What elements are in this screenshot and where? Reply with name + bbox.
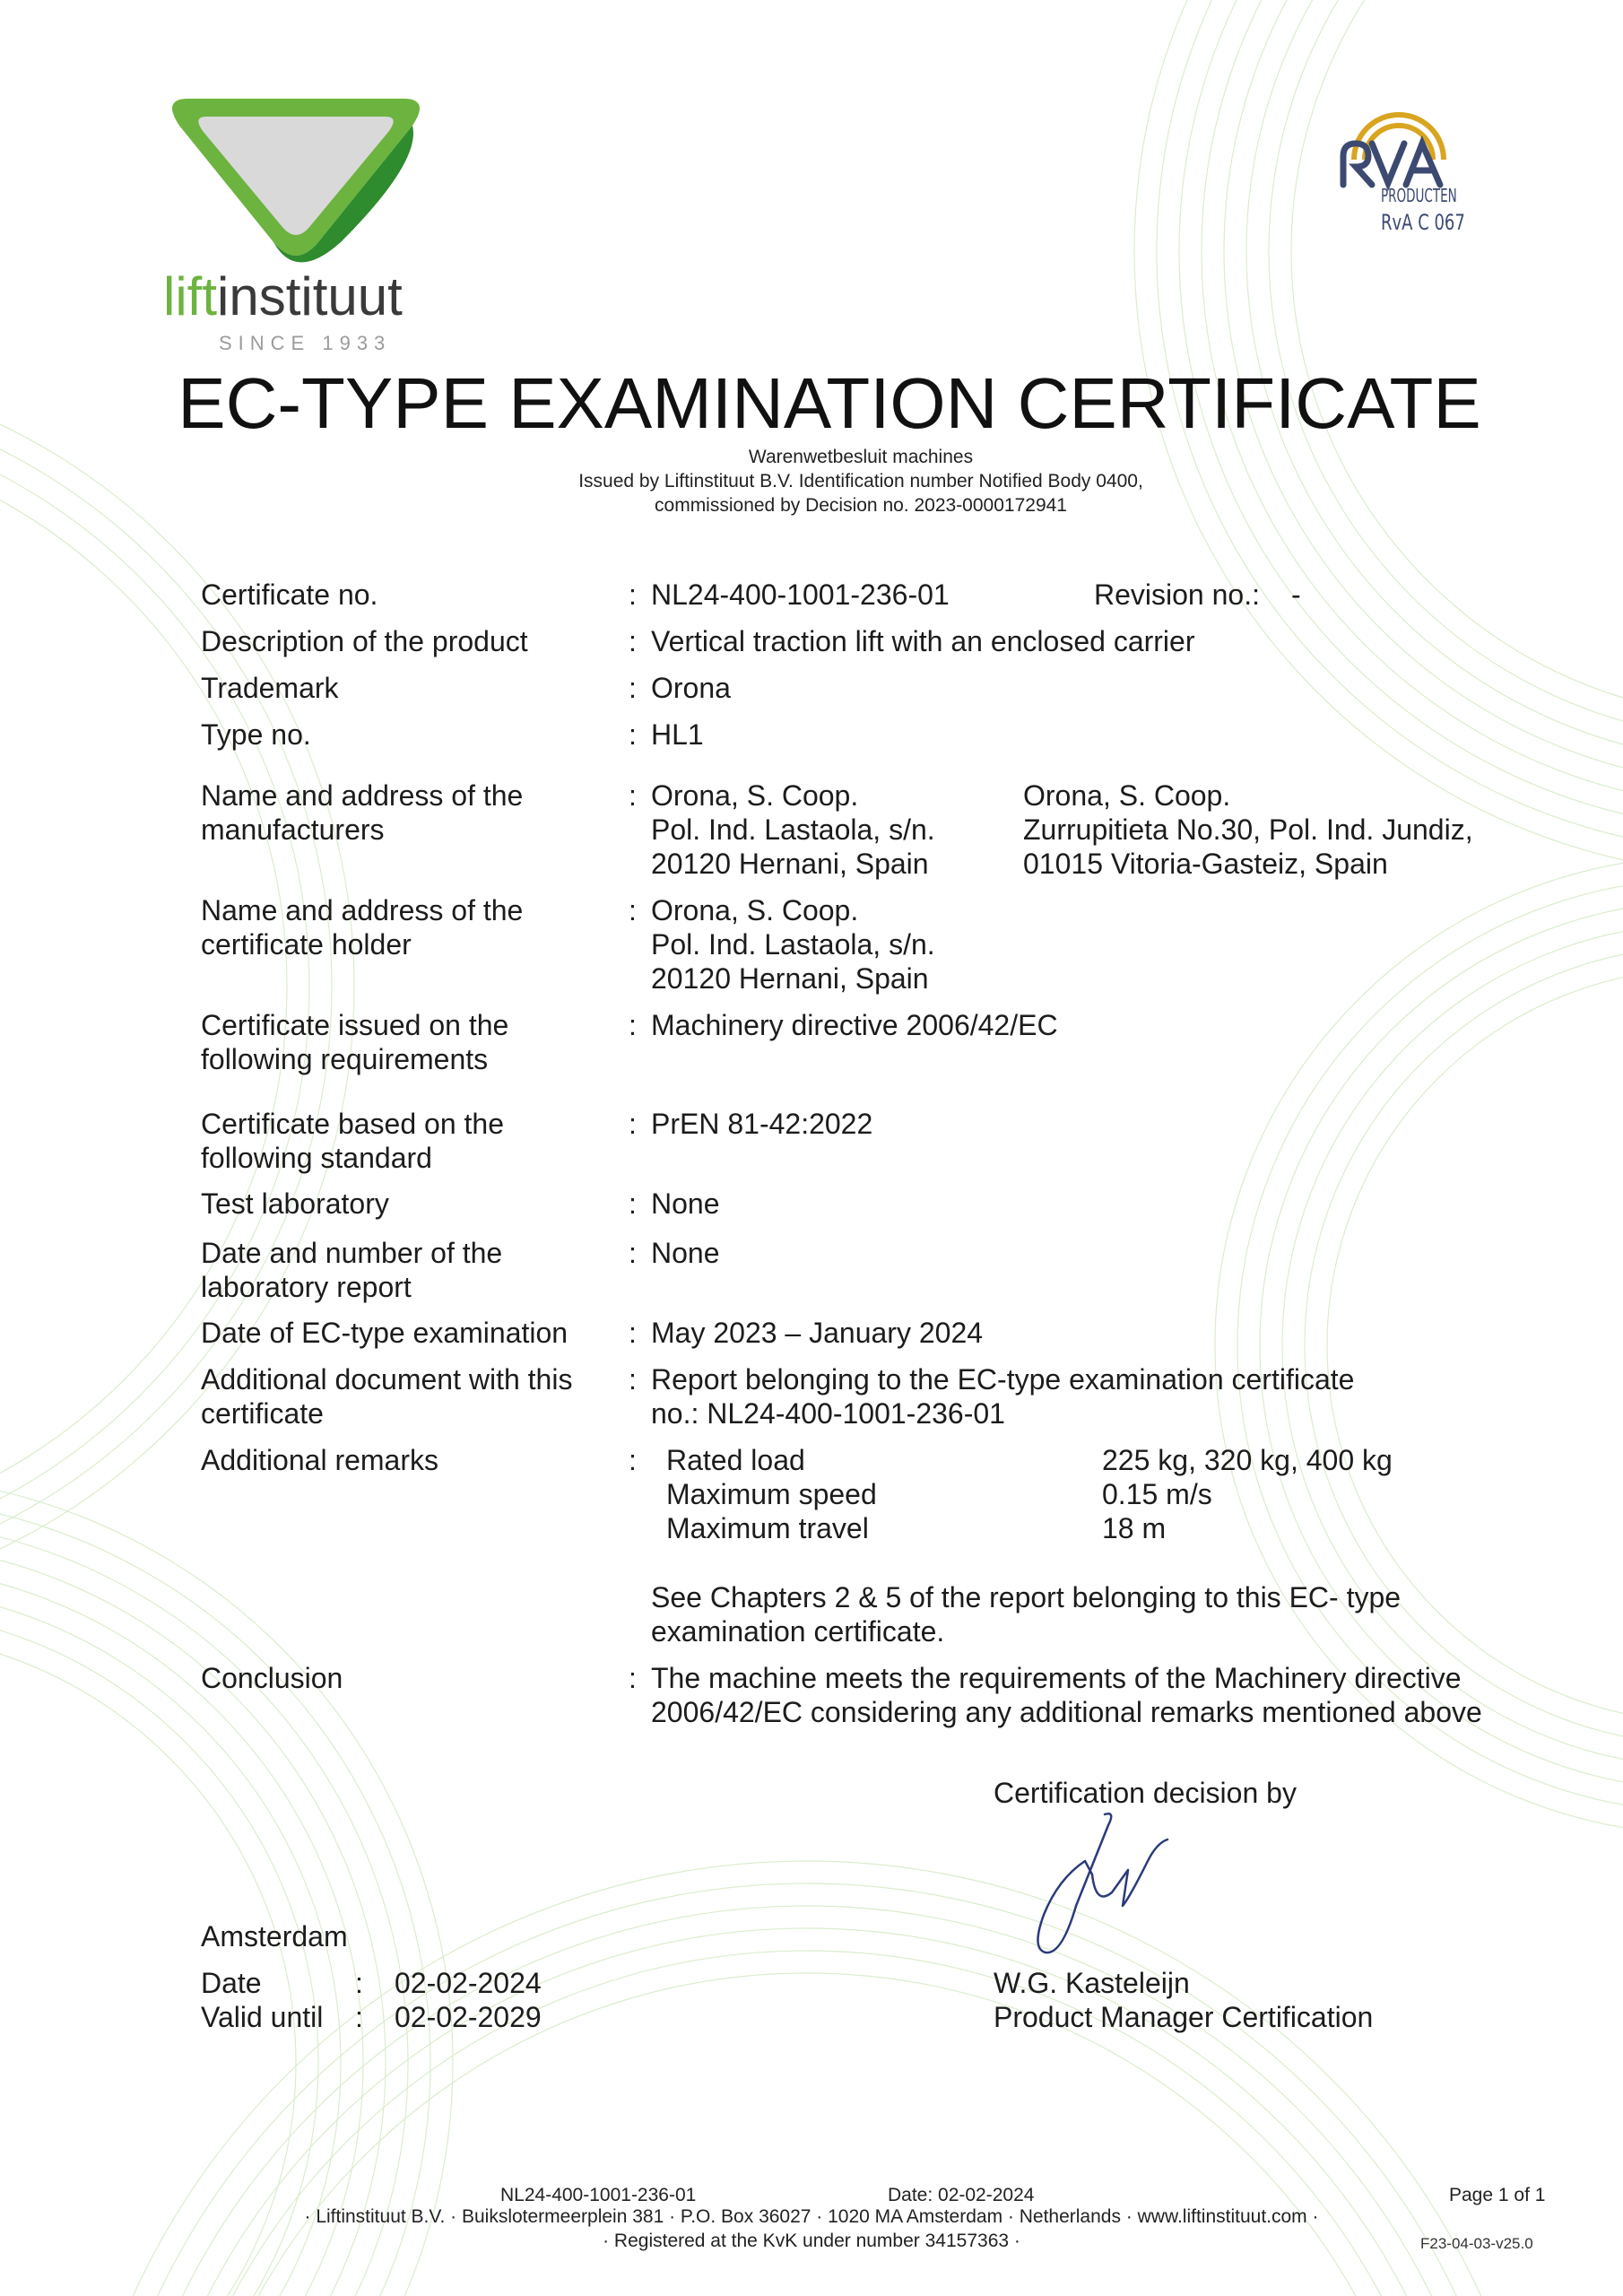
label-holder-1: Name and address of the [201,894,524,926]
value-revision-no: - [1291,578,1301,611]
remark-value: 225 kg, 320 kg, 400 kg [1102,1444,1393,1476]
footer-date: Date: 02-02-2024 [888,2185,1035,2205]
label-requirements-2: following requirements [201,1043,489,1075]
signer-title: Product Manager Certification [994,2001,1374,2033]
colon: : [629,1317,637,1349]
logo-word-instituut: instituut [217,266,403,326]
colon: : [355,1967,363,1999]
value-additional-doc-2: no.: NL24-400-1001-236-01 [651,1397,1005,1430]
colon: : [629,625,637,657]
label-manufacturers-1: Name and address of the [201,779,524,812]
label-remarks: Additional remarks [201,1444,438,1476]
colon: : [629,1187,637,1220]
label-test-laboratory: Test laboratory [201,1187,389,1220]
colon: : [629,578,637,611]
label-certificate-no: Certificate no. [201,578,378,611]
seal-text-line2: RvA C 067 [1381,210,1465,235]
label-conclusion: Conclusion [201,1662,343,1694]
label-additional-doc-2: certificate [201,1397,324,1430]
remark-name: Maximum speed [666,1478,877,1510]
label-lab-report-2: laboratory report [201,1271,412,1303]
value-certificate-no: NL24-400-1001-236-01 [651,578,950,611]
logo-word-lift: lift [163,266,217,326]
colon: : [629,894,637,926]
value-requirements: Machinery directive 2006/42/EC [651,1009,1058,1041]
colon: : [629,672,637,704]
footer-address: · Liftinstituut B.V. · Buikslotermeerplein 381 · P.O. Box 36027 · 1020 MA Amsterdam · Netherlands · www.liftinstituut.com · [304,2206,1319,2227]
label-standard-2: following standard [201,1142,432,1174]
footer-form-code: F23-04-03-v25.0 [1420,2235,1533,2252]
footer-registration: · Registered at the KvK under number 34157363 · [603,2231,1020,2251]
colon: : [629,1237,637,1269]
remark-value: 18 m [1102,1512,1167,1544]
label-valid-until: Valid until [201,2001,324,2033]
colon: : [629,718,637,751]
subtitle-line3: commissioned by Decision no. 2023-0000172941 [655,495,1067,516]
subtitle-line1: Warenwetbesluit machines [748,447,974,467]
label-description: Description of the product [201,625,528,657]
page-title: EC-TYPE EXAMINATION CERTIFICATE [178,363,1481,443]
logo-since: SINCE 1933 [219,332,392,354]
footer-cert-no: NL24-400-1001-236-01 [500,2185,697,2205]
label-trademark: Trademark [201,672,339,704]
colon: : [629,779,637,812]
manufacturer2-line2: Zurrupitieta No.30, Pol. Ind. Jundiz, [1023,813,1473,846]
value-standard: PrEN 81-42:2022 [651,1108,873,1140]
label-manufacturers-2: manufacturers [201,813,385,846]
manufacturer1-line1: Orona, S. Coop. [651,779,859,812]
colon: : [629,1444,637,1476]
label-requirements-1: Certificate issued on the [201,1009,509,1041]
value-test-laboratory: None [651,1187,720,1220]
label-revision-no: Revision no.: [1094,578,1260,611]
signer-name: W.G. Kasteleijn [994,1967,1190,1999]
remark-name: Rated load [666,1444,805,1476]
value-valid-until: 02-02-2029 [395,2001,542,2033]
footer-page: Page 1 of 1 [1449,2185,1546,2205]
label-lab-report-1: Date and number of the [201,1237,503,1269]
certification-decision-by: Certification decision by [994,1777,1297,1809]
label-exam-date: Date of EC-type examination [201,1317,568,1349]
subtitle-line2: Issued by Liftinstituut B.V. Identification number Notified Body 0400, [578,471,1143,491]
logo-wordmark [163,265,403,327]
remark-value: 0.15 m/s [1102,1478,1212,1510]
label-additional-doc-1: Additional document with this [201,1363,573,1396]
remarks-note-1: See Chapters 2 & 5 of the report belonging to this EC- type [651,1581,1402,1613]
handwritten-signature [1022,1807,1184,1964]
colon: : [629,1662,637,1694]
value-type-no: HL1 [651,718,704,751]
colon: : [629,1363,637,1396]
value-conclusion-1: The machine meets the requirements of the Machinery directive [651,1662,1462,1694]
manufacturer2-line1: Orona, S. Coop. [1023,779,1231,812]
colon: : [355,2001,363,2033]
colon: : [629,1108,637,1140]
value-date: 02-02-2024 [395,1967,542,1999]
value-exam-date: May 2023 – January 2024 [651,1317,984,1349]
manufacturer1-line3: 20120 Hernani, Spain [651,848,929,880]
label-date: Date [201,1967,262,1999]
holder-line3: 20120 Hernani, Spain [651,962,929,995]
value-lab-report: None [651,1237,720,1269]
remark-name: Maximum travel [666,1512,869,1544]
place: Amsterdam [201,1920,348,1952]
manufacturer2-line3: 01015 Vitoria-Gasteiz, Spain [1023,848,1388,880]
manufacturer1-line2: Pol. Ind. Lastaola, s/n. [651,813,935,846]
colon: : [629,1009,637,1041]
value-description: Vertical traction lift with an enclosed carrier [651,625,1195,657]
seal-text-line1: PRODUCTEN [1381,185,1457,206]
holder-line1: Orona, S. Coop. [651,894,859,926]
value-conclusion-2: 2006/42/EC considering any additional remarks mentioned above [651,1696,1482,1728]
value-additional-doc-1: Report belonging to the EC-type examination certificate [651,1363,1355,1396]
remarks-note-2: examination certificate. [651,1615,945,1648]
label-type-no: Type no. [201,718,311,751]
holder-line2: Pol. Ind. Lastaola, s/n. [651,928,935,961]
label-holder-2: certificate holder [201,928,412,961]
value-trademark: Orona [651,672,731,704]
label-standard-1: Certificate based on the [201,1108,504,1140]
